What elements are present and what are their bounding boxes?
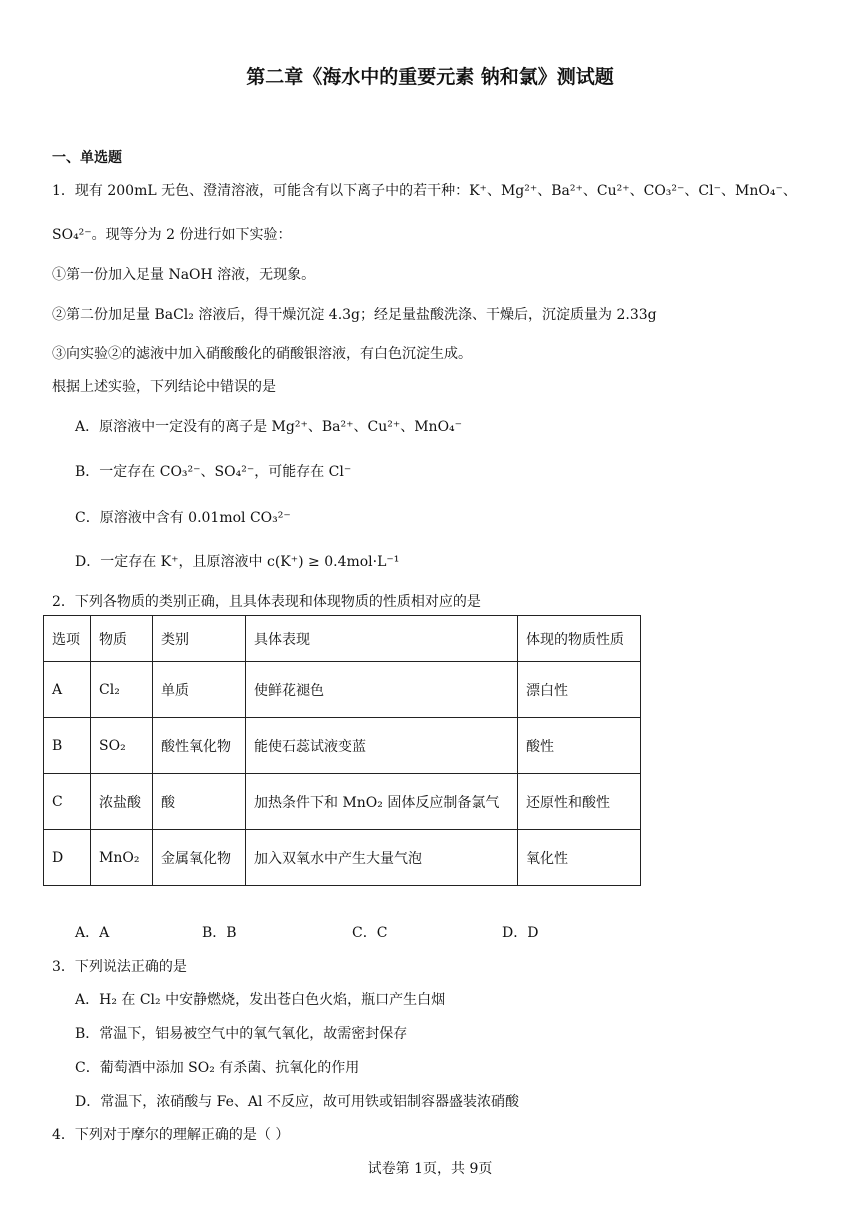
q3-option-a: A．H₂ 在 Cl₂ 中安静燃烧，发出苍白色火焰，瓶口产生白烟	[75, 992, 446, 1008]
header-cell: 物质	[91, 616, 153, 662]
q1-option-d: D．一定存在 K⁺，且原溶液中 c(K⁺) ≥ 0.4mol·L⁻¹	[75, 554, 400, 570]
table-cell: D	[44, 830, 91, 886]
table-cell: 金属氧化物	[153, 830, 246, 886]
table-row	[44, 774, 641, 830]
q2-option-b: B．B	[202, 925, 237, 941]
q1-option-c: C．原溶液中含有 0.01mol CO₃²⁻	[75, 510, 291, 526]
page-title: 第二章《海水中的重要元素 钠和氯》测试题	[246, 66, 614, 88]
q1-stem-line1: 1．现有 200mL 无色、澄清溶液，可能含有以下离子中的若干种：K⁺、Mg²⁺、Ba²⁺、Cu²⁺、CO₃²⁻、Cl⁻、MnO₄⁻、	[52, 183, 797, 199]
section-heading: 一、单选题	[52, 150, 122, 166]
q3-option-d: D．常温下，浓硝酸与 Fe、Al 不反应，故可用铁或铝制容器盛装浓硝酸	[75, 1094, 519, 1110]
table-row	[44, 662, 641, 718]
table-cell: B	[44, 718, 91, 774]
table-cell: 能使石蕊试液变蓝	[246, 718, 518, 774]
q2-option-c: C．C	[352, 925, 388, 941]
table-cell: SO₂	[91, 718, 153, 774]
table-cell: C	[44, 774, 91, 830]
q2-stem: 2．下列各物质的类别正确，且具体表现和体现物质的性质相对应的是	[52, 594, 481, 610]
header-cell: 体现的物质性质	[518, 616, 641, 662]
q1-option-b: B．一定存在 CO₃²⁻、SO₄²⁻，可能存在 Cl⁻	[75, 464, 352, 480]
table-cell: 酸	[153, 774, 246, 830]
table-cell: 酸性	[518, 718, 641, 774]
page-footer: 试卷第 1页，共 9页	[367, 1161, 493, 1177]
table-cell: 氧化性	[518, 830, 641, 886]
table-row	[44, 830, 641, 886]
table-cell: 酸性氧化物	[153, 718, 246, 774]
table-cell: 漂白性	[518, 662, 641, 718]
table-cell: 使鲜花褪色	[246, 662, 518, 718]
q1-question: 根据上述实验，下列结论中错误的是	[52, 379, 276, 395]
q2-option-a: A．A	[75, 925, 110, 941]
q1-stem-line2: SO₄²⁻。现等分为 2 份进行如下实验：	[52, 227, 292, 243]
table-cell: 单质	[153, 662, 246, 718]
q3-option-c: C．葡萄酒中添加 SO₂ 有杀菌、抗氧化的作用	[75, 1060, 360, 1076]
header-cell: 类别	[153, 616, 246, 662]
q4-stem: 4．下列对于摩尔的理解正确的是（ ）	[52, 1127, 290, 1143]
table-cell: Cl₂	[91, 662, 153, 718]
table-row	[44, 718, 641, 774]
q1-option-a: A．原溶液中一定没有的离子是 Mg²⁺、Ba²⁺、Cu²⁺、MnO₄⁻	[75, 419, 463, 435]
table-cell: 加热条件下和 MnO₂ 固体反应制备氯气	[246, 774, 518, 830]
table-cell: A	[44, 662, 91, 718]
header-cell: 选项	[44, 616, 91, 662]
table-cell: MnO₂	[91, 830, 153, 886]
table-header-row	[44, 616, 641, 662]
q1-step-1: ①第一份加入足量 NaOH 溶液，无现象。	[52, 267, 316, 283]
table-cell: 浓盐酸	[91, 774, 153, 830]
q1-step-3: ③向实验②的滤液中加入硝酸酸化的硝酸银溶液，有白色沉淀生成。	[52, 346, 472, 362]
header-cell: 具体表现	[246, 616, 518, 662]
q3-option-b: B．常温下，铝易被空气中的氧气氧化，故需密封保存	[75, 1026, 408, 1042]
table-cell: 加入双氧水中产生大量气泡	[246, 830, 518, 886]
q1-step-2: ②第二份加足量 BaCl₂ 溶液后，得干燥沉淀 4.3g；经足量盐酸洗涤、干燥后，沉淀质量为 2.33g	[52, 307, 657, 323]
q2-table	[43, 615, 641, 886]
q2-option-d: D．D	[502, 925, 539, 941]
table-cell: 还原性和酸性	[518, 774, 641, 830]
q3-stem: 3．下列说法正确的是	[52, 959, 187, 975]
